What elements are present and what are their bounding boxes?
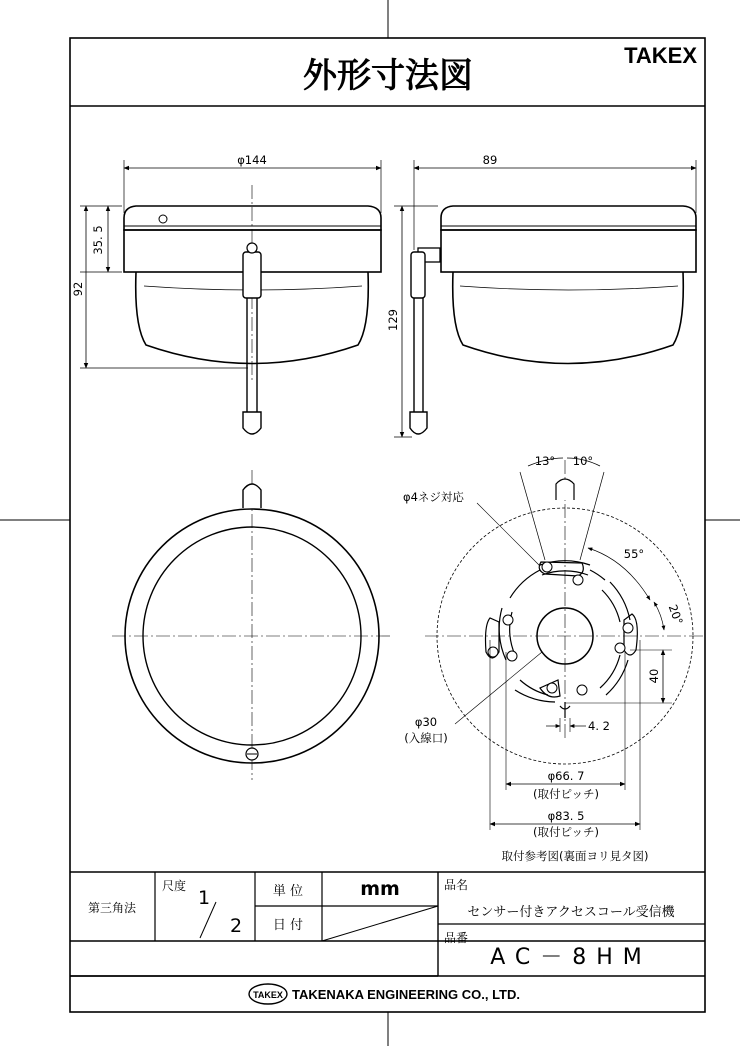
dim-side-height: 129	[386, 309, 400, 331]
sheet-title: 外形寸法図	[303, 56, 473, 96]
dim-40: 40	[647, 668, 661, 684]
side-view	[394, 160, 696, 437]
dim-side-depth: 89	[482, 153, 498, 167]
mount-caption: 取付参考図(裏面ヨリ見タ図)	[501, 849, 649, 863]
svg-text:TAKEX: TAKEX	[253, 990, 283, 1000]
scale-denominator: 2	[229, 915, 243, 937]
pitch-66-dim: φ66. 7	[547, 769, 585, 783]
front-view	[80, 160, 381, 434]
projection-label: 第三角法	[87, 901, 137, 915]
unit-value: mm	[360, 878, 400, 900]
dim-angle-55: 55°	[623, 547, 645, 561]
name-label: 品名	[444, 878, 469, 892]
scale-numerator: 1	[197, 887, 211, 909]
part-number: AC－8HM	[490, 945, 652, 970]
dim-angle-20: 20°	[665, 602, 686, 627]
dim-height-upper: 35. 5	[91, 225, 105, 255]
part-label: 品番	[444, 931, 469, 945]
sheet-border	[70, 38, 705, 1012]
wire-hole-dim: φ30	[414, 715, 438, 729]
company-name: TAKENAKA ENGINEERING CO., LTD.	[292, 987, 520, 1002]
pitch-83-dim: φ83. 5	[547, 809, 585, 823]
company-logo	[249, 984, 287, 1004]
scale-label: 尺度	[162, 879, 187, 893]
wire-hole-note: (入線口)	[404, 731, 448, 745]
screw-note: φ4ネジ対応	[403, 490, 464, 504]
dim-height-total: 92	[71, 281, 85, 297]
dim-4-2: 4. 2	[588, 719, 610, 733]
brand-logo: TAKEX	[624, 43, 697, 68]
pitch-66-note: (取付ピッチ)	[532, 787, 600, 801]
dim-front-width: φ144	[237, 153, 267, 167]
dim-angle-13: 13°	[534, 454, 556, 468]
unit-label: 単 位	[272, 884, 304, 899]
date-label: 日 付	[272, 918, 304, 933]
dim-angle-10: 10°	[572, 454, 594, 468]
product-name: センサー付きアクセスコール受信機	[467, 905, 675, 920]
pitch-83-note: (取付ピッチ)	[532, 825, 600, 839]
top-view	[112, 470, 392, 780]
